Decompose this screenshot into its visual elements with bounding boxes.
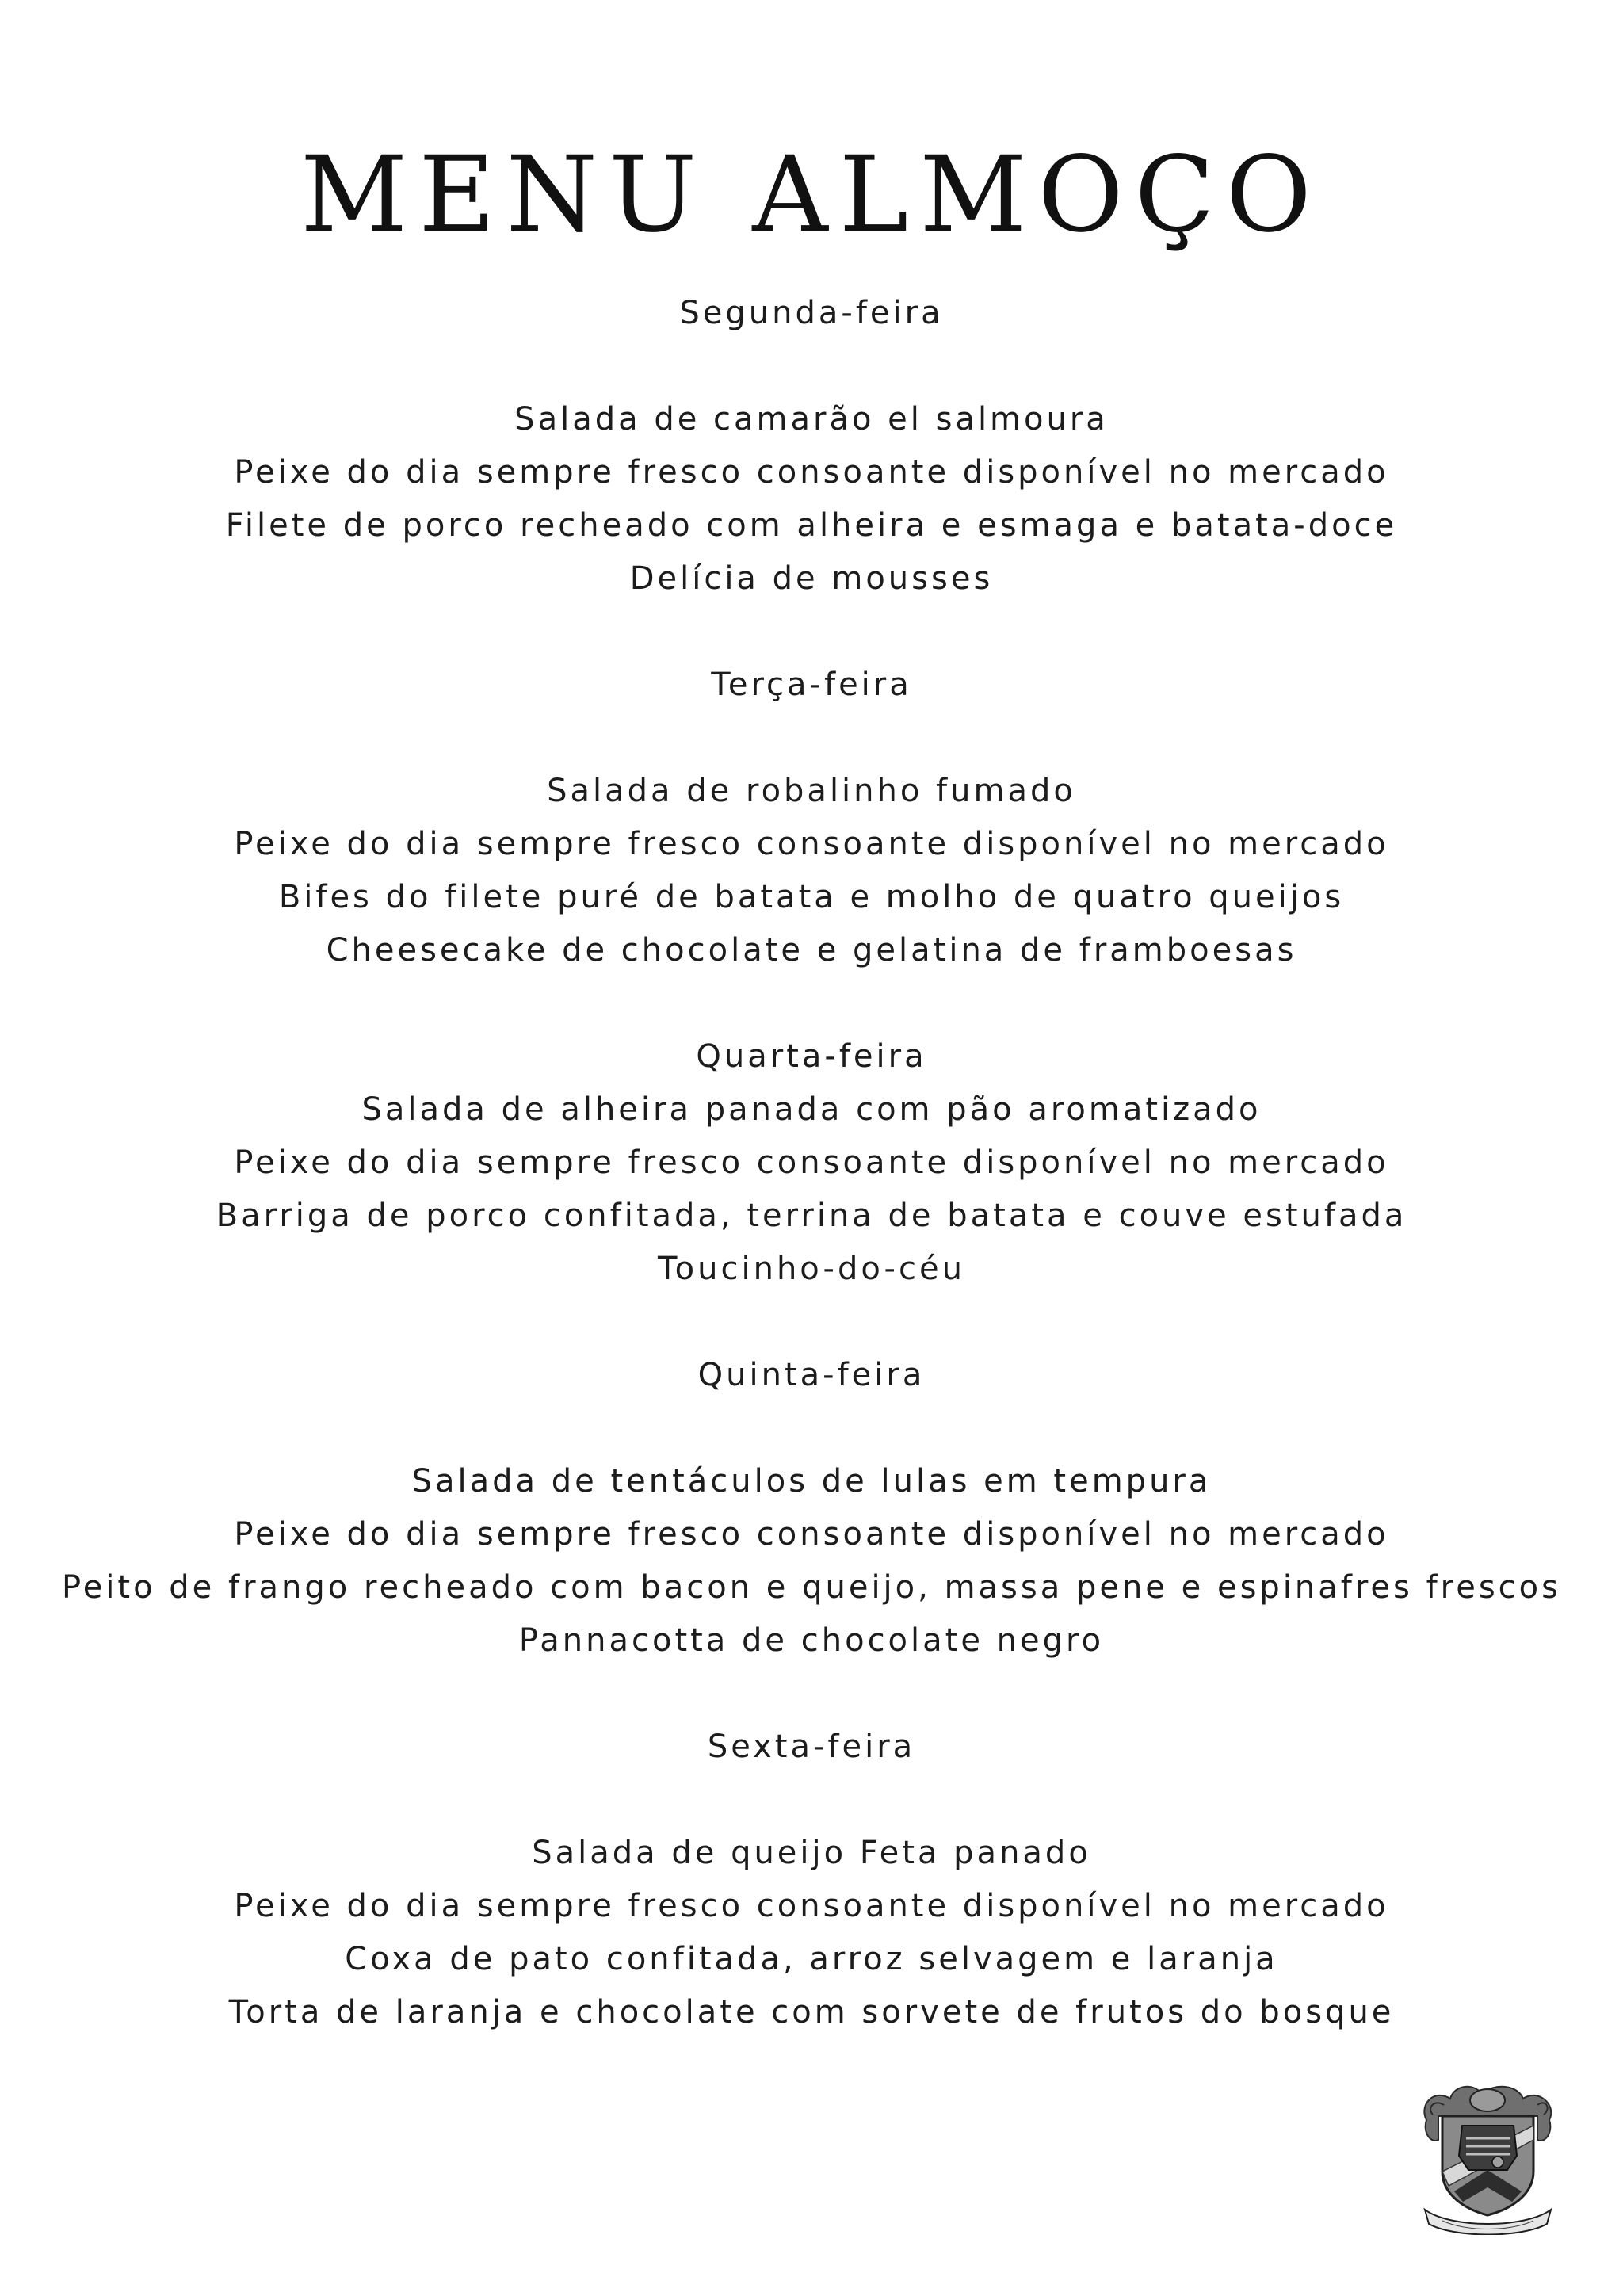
menu-item: Salada de tentáculos de lulas em tempura <box>411 1463 1212 1499</box>
menu-item: Peixe do dia sempre fresco consoante disponível no mercado <box>234 1516 1389 1553</box>
menu-item: Pannacotta de chocolate negro <box>518 1622 1105 1659</box>
menu-item: Bifes do filete puré de batata e molho de quatro queijos <box>278 879 1345 915</box>
menu-list <box>0 287 1623 2039</box>
menu-item: Barriga de porco confitada, terrina de batata e couve estufada <box>216 1198 1407 1234</box>
menu-item: Peito de frango recheado com bacon e queijo, massa pene e espinafres frescos <box>62 1569 1561 1606</box>
day-heading-wednesday: Quarta-feira <box>696 1038 927 1075</box>
spacer <box>0 1668 1623 1721</box>
menu-item: Filete de porco recheado com alheira e esmaga e batata-doce <box>225 507 1398 544</box>
menu-item: Salada de queijo Feta panado <box>532 1835 1091 1871</box>
menu-item: Salada de camarão el salmoura <box>514 401 1109 437</box>
spacer <box>0 712 1623 765</box>
menu-item: Toucinho-do-céu <box>658 1251 965 1287</box>
spacer <box>0 977 1623 1030</box>
spacer <box>0 1296 1623 1349</box>
menu-item: Cheesecake de chocolate e gelatina de framboesas <box>326 932 1297 968</box>
day-heading-friday: Sexta-feira <box>707 1729 916 1765</box>
day-heading-thursday: Quinta-feira <box>697 1357 926 1393</box>
menu-item: Peixe do dia sempre fresco consoante disponível no mercado <box>234 454 1389 491</box>
spacer <box>0 340 1623 393</box>
menu-item: Peixe do dia sempre fresco consoante disponível no mercado <box>234 1888 1389 1924</box>
menu-item: Salada de robalinho fumado <box>547 773 1076 809</box>
menu-item: Torta de laranja e chocolate com sorvete de frutos do bosque <box>228 1994 1395 2030</box>
spacer <box>0 1402 1623 1455</box>
day-heading-monday: Segunda-feira <box>679 295 944 331</box>
day-heading-tuesday: Terça-feira <box>711 667 912 703</box>
spacer <box>0 606 1623 659</box>
menu-item: Salada de alheira panada com pão aromatizado <box>361 1091 1262 1128</box>
menu-item: Peixe do dia sempre fresco consoante disponível no mercado <box>234 826 1389 862</box>
spacer <box>0 1774 1623 1827</box>
menu-item: Coxa de pato confitada, arroz selvagem e laranja <box>345 1941 1278 1977</box>
menu-item: Peixe do dia sempre fresco consoante disponível no mercado <box>234 1144 1389 1181</box>
page-title: MENU ALMOÇO <box>300 134 1323 257</box>
crest-icon <box>1419 2076 1557 2235</box>
menu-item: Delícia de mousses <box>629 560 994 597</box>
